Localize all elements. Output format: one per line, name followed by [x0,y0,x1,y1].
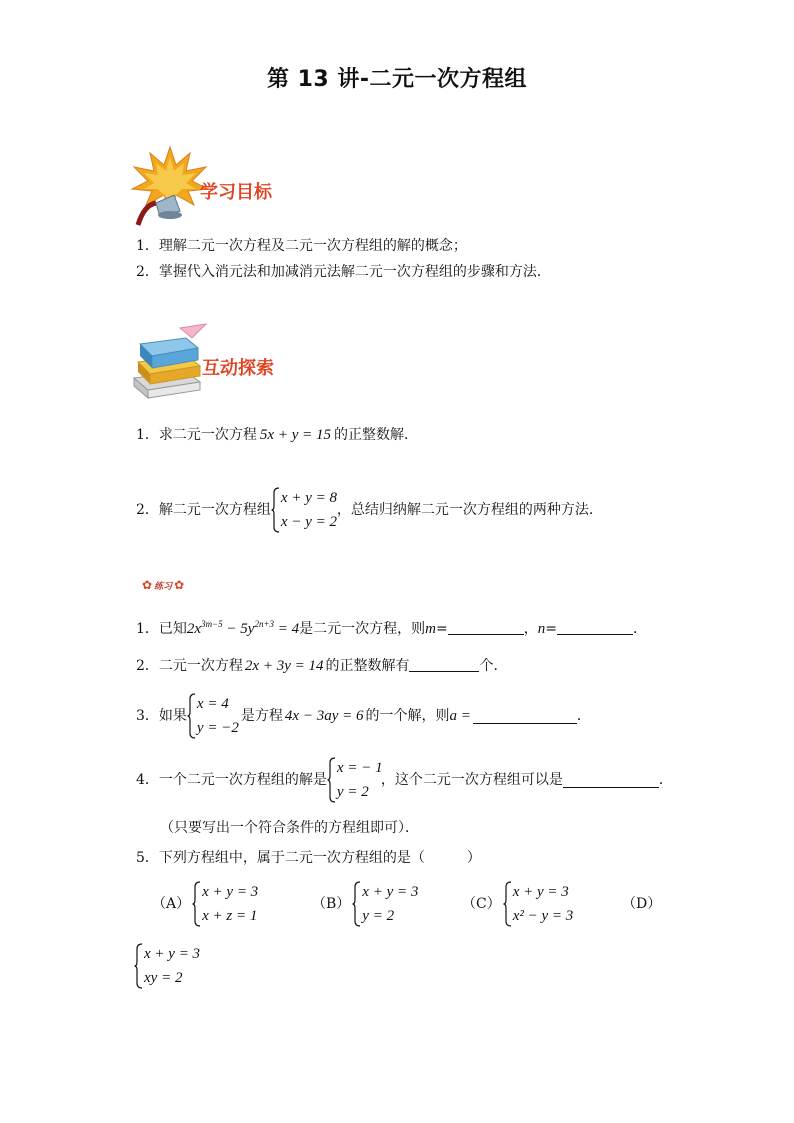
explore-q2-prefix: 2．解二元一次方程组 [136,502,271,518]
option-label: （C） [462,896,501,912]
option-eq-1: x + y = 3 [144,946,201,962]
eq-term-a: 2x [186,621,202,637]
eq-term-c: = 4 [274,621,300,637]
option-d[interactable] [622,894,661,914]
option-eq-1: x + y = 3 [202,884,259,900]
explore-q1-prefix: 1．求二元一次方程 [136,427,257,443]
option-label: （A） [152,896,191,912]
option-system [192,880,262,928]
practice-q3-mid: 是方程 [240,708,283,724]
practice-q5-stem: 5．下列方程组中，属于二元一次方程组的是（ ） [136,850,481,866]
equal-sign: = [545,621,557,637]
flower-icon: ✿ [174,578,185,592]
goal-item-2: 2．掌握代入消元法和加减消元法解二元一次方程组的步骤和方法． [136,264,551,280]
practice-q1-prefix: 1．已知 [136,621,187,637]
practice-header [142,574,184,593]
var-n: n [537,621,546,637]
practice-label: 练习 [154,582,173,592]
practice-q2-equation: 2x + 3y = 14 [244,658,324,674]
var-m: m [425,621,436,637]
option-eq-1: x + y = 3 [512,884,569,900]
option-eq-2: xy = 2 [144,970,183,986]
books-stack-icon [130,322,208,402]
solution-eq-2: y = −2 [196,720,239,736]
answer-blank-n[interactable] [557,620,633,635]
comma: ， [523,621,538,637]
answer-blank-m[interactable] [448,620,524,635]
practice-q1-mid: 是二元一次方程，则 [299,621,426,637]
system-eq-2: x − y = 2 [280,514,337,530]
option-system [352,880,422,928]
solution-system [187,692,241,740]
solution-system [327,756,381,804]
solution-eq-2: y = 2 [336,784,369,800]
practice-q2-mid: 的正整数解有 [325,658,410,674]
answer-blank-system[interactable] [563,773,659,788]
section-header-explore: 互动探索 [202,358,274,379]
explore-q2-suffix: ，总结归纳解二元一次方程组的两种方法． [336,502,603,518]
practice-q3-equation: 4x − 3ay = 6 [284,708,364,724]
exponent-b: 2n+3 [254,619,275,629]
option-eq-2: y = 2 [362,908,395,924]
flower-icon: ✿ [142,578,153,592]
system-eq-1: x + y = 8 [280,490,337,506]
practice-q1 [136,614,647,639]
period: ． [658,772,673,788]
explore-q1-suffix: 的正整数解． [333,427,418,443]
practice-q4-note: （只要写出一个符合条件的方程组即可）． [160,820,419,836]
option-label: （D） [622,896,662,912]
practice-q2-prefix: 2．二元一次方程 [136,658,243,674]
practice-q3-mid2: 的一个解，则 [365,708,450,724]
var-a: a = [449,708,471,724]
exponent-a: 3m−5 [201,619,223,629]
practice-q1-equation [187,621,299,637]
equation-system [271,486,337,534]
section-header-goals: 学习目标 [200,182,272,203]
period: ． [632,621,647,637]
explore-q1-equation: 5x + y = 15 [259,427,331,443]
practice-q2-suffix: 个． [479,658,508,674]
option-b[interactable] [312,880,422,928]
option-system [134,942,204,990]
option-label: （B） [312,896,351,912]
option-a[interactable] [152,880,262,928]
option-eq-1: x + y = 3 [362,884,419,900]
option-d-system [134,942,204,990]
practice-q4-prefix: 4．一个二元一次方程组的解是 [136,772,327,788]
maple-leaf-bell-icon [130,145,210,227]
explore-q1 [136,425,418,445]
period: ． [576,708,591,724]
eq-term-b: − 5y [222,621,255,637]
practice-q2 [136,656,507,676]
page-title: 第 13 讲-二元一次方程组 [266,67,528,92]
goal-item-1: 1．理解二元一次方程及二元一次方程组的解的概念； [136,238,467,254]
option-system [503,880,579,928]
equal-sign: = [436,621,448,637]
option-c[interactable] [462,880,579,928]
practice-q3 [136,692,591,740]
option-eq-2: x + z = 1 [202,908,258,924]
solution-eq-1: x = 4 [196,696,229,712]
option-eq-2: x² − y = 3 [512,908,574,924]
explore-q2 [136,486,603,534]
answer-blank-count[interactable] [409,657,479,672]
practice-q4-mid: ，这个二元一次方程组可以是 [380,772,563,788]
solution-eq-1: x = − 1 [336,760,383,776]
practice-q4 [136,756,673,804]
practice-q3-prefix: 3．如果 [136,708,187,724]
answer-blank-a[interactable] [473,709,577,724]
